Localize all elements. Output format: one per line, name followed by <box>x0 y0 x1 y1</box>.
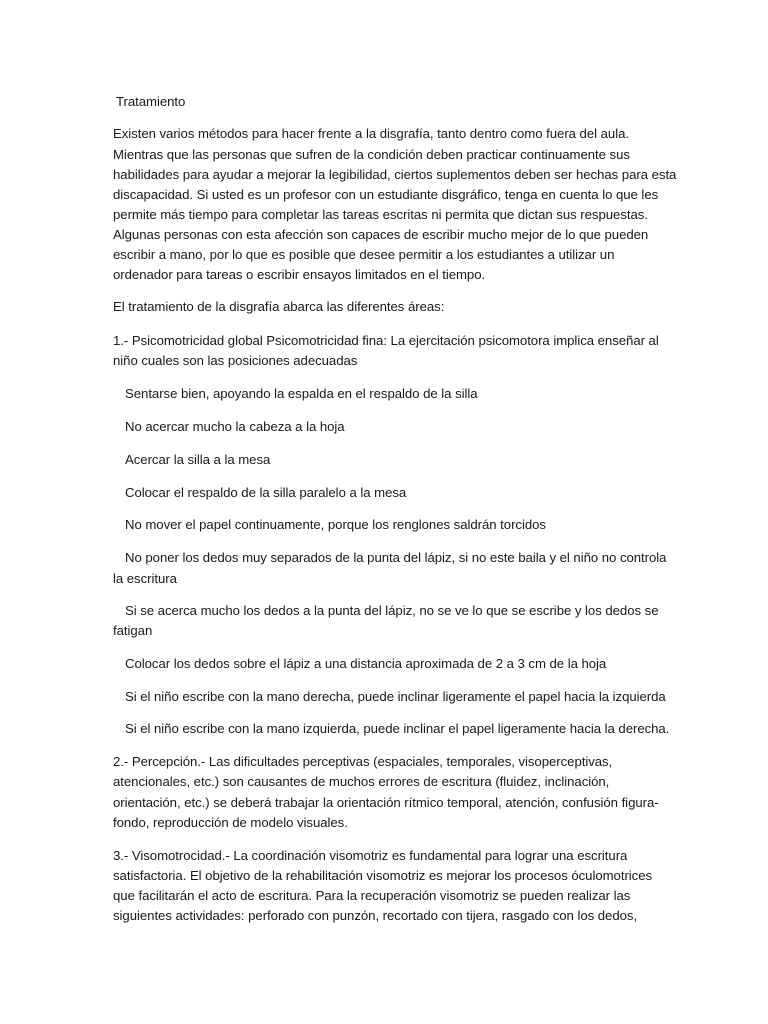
text-line: 1.- Psicomotricidad global Psicomotricidad fina: La ejercitación psicomotora implica enseñar al <box>113 333 659 348</box>
list-item-continuation: la escritura <box>113 571 177 586</box>
text-line: atencionales, etc.) son causantes de muchos errores de escritura (fluidez, inclinación, <box>113 774 610 789</box>
text-line: satisfactoria. El objetivo de la rehabilitación visomotriz es mejorar los procesos óculomotrices <box>113 868 653 883</box>
text-line: Existen varios métodos para hacer frente a la disgrafía, tanto dentro como fuera del aula. <box>113 126 629 141</box>
list-item: No mover el papel continuamente, porque los renglones saldrán torcidos <box>125 517 546 532</box>
text-line: discapacidad. Si usted es un profesor con un estudiante disgráfico, tenga en cuenta lo que les <box>113 187 659 202</box>
list-item: Si se acerca mucho los dedos a la punta del lápiz, no se ve lo que se escribe y los dedos se <box>125 603 659 618</box>
list-item: Sentarse bien, apoyando la espalda en el respaldo de la silla <box>125 386 478 401</box>
text-line: escribir a mano, por lo que es posible que desee permitir a los estudiantes a utilizar un <box>113 247 615 262</box>
list-item: No acercar mucho la cabeza a la hoja <box>125 419 345 434</box>
list-item: Colocar los dedos sobre el lápiz a una distancia aproximada de 2 a 3 cm de la hoja <box>125 656 607 671</box>
list-item: Acercar la silla a la mesa <box>125 452 271 467</box>
list-item: Colocar el respaldo de la silla paralelo a la mesa <box>125 485 407 500</box>
text-line: habilidades para ayudar a mejorar la legibilidad, ciertos suplementos deben ser hechas para esta <box>113 167 677 182</box>
areas-intro: El tratamiento de la disgrafía abarca las diferentes áreas: <box>113 299 445 314</box>
document-title: Tratamiento <box>116 94 186 109</box>
list-item: Si el niño escribe con la mano izquierda, puede inclinar el papel ligeramente hacia la derecha. <box>125 721 670 736</box>
text-line: 3.- Visomotrocidad.- La coordinación visomotriz es fundamental para lograr una escritura <box>113 848 628 863</box>
text-line: niño cuales son las posiciones adecuadas <box>113 353 358 368</box>
text-line: ordenador para tareas o escribir ensayos limitados en el tiempo. <box>113 267 486 282</box>
list-item: No poner los dedos muy separados de la punta del lápiz, si no este baila y el niño no controla <box>125 550 667 565</box>
text-line: que facilitarán el acto de escritura. Para la recuperación visomotriz se pueden realizar las <box>113 888 631 903</box>
text-line: Mientras que las personas que sufren de la condición deben practicar continuamente sus <box>113 147 630 162</box>
text-line: orientación, etc.) se deberá trabajar la orientación rítmico temporal, atención, confusión figura- <box>113 795 659 810</box>
text-line: siguientes actividades: perforado con punzón, recortado con tijera, rasgado con los dedos, <box>113 908 638 923</box>
text-line: Algunas personas con esta afección son capaces de escribir mucho mejor de lo que pueden <box>113 227 649 242</box>
list-item-continuation: fatigan <box>113 623 153 638</box>
text-line: fondo, reproducción de modelo visuales. <box>113 815 348 830</box>
text-line: permite más tiempo para completar las tareas escritas ni permita que dictan sus respuestas. <box>113 207 648 222</box>
list-item: Si el niño escribe con la mano derecha, puede inclinar ligeramente el papel hacia la izquierda <box>125 689 666 704</box>
document-page <box>113 0 677 1024</box>
text-line: 2.- Percepción.- Las dificultades perceptivas (espaciales, temporales, visoperceptivas, <box>113 754 613 769</box>
